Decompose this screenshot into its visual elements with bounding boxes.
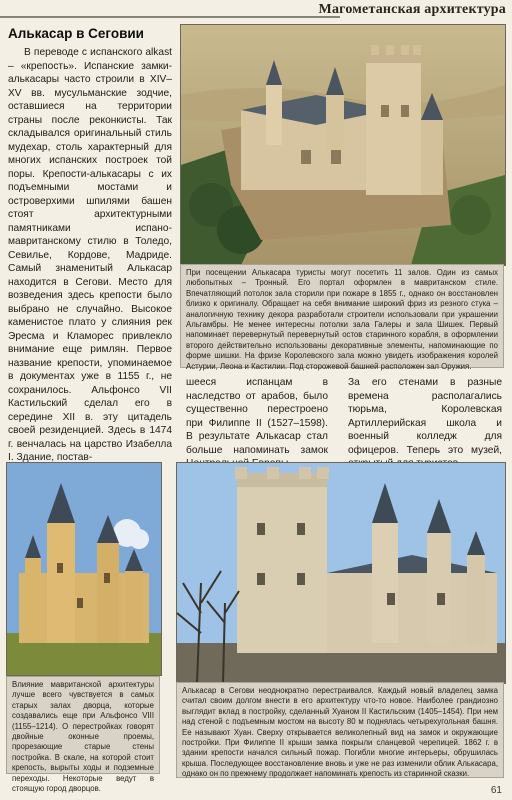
- header-rule: [0, 16, 340, 18]
- section-title: Алькасар в Сеговии: [8, 26, 144, 41]
- caption-sky: Влияние мавританской архитектуры лучше всего чувствуется в самых старых залах дворца, которые создавались еще при Альфонсо VIII (1155–1214). О перестройках говорят двойные оконные проемы, прорезающие старые стены постройка. В скале, на которой стоит крепость, вырыты ходы и подземные переходы. Некоторые ведут в стоящую город дворцов.: [6, 676, 160, 774]
- caption-winter: Алькасар в Сегови неоднократно перестраивался. Каждый новый владелец замка считал своим долгом внести в его архитектуру что-то новое. Наиболее грандиозно выглядит вклад в постройку, сделанный Хуаном II Кастильским (1405–1454). При нем над стеной с подъемным мостом на высоту 80 м поднялась четырехугольная башня. Ее называют Хуан. Сверху открывается великолепный вид на замок и окружающие постройки. При Филиппе II крыши замка покрыли сланцевой черепицей. 1862 г. в здании крепости начался сильный пожар. Погибли многие интерьеры, обрушилась крыша. Последующее восстановление вновь и уже не раз изменили облик Алькасара, однако он по прежнему продолжает напоминать крепость из старинной сказки.: [176, 682, 504, 778]
- running-header: Магометанская архитектура: [318, 2, 506, 17]
- castle-photo-aerial: [181, 25, 505, 265]
- page-number: 61: [490, 785, 502, 796]
- photo-winter: [176, 462, 506, 684]
- photo-aerial: [180, 24, 506, 266]
- body-column-2: шееся испанцам в наследство от арабов, было существенно перестроено при Филиппе II (1527–1598). В результате Алькасар стал больше напоминать замок: [186, 377, 328, 456]
- body-column-1: В переводе с испанского alkast – «крепость». Испанские замки-алькасары часто строили в XIV–XV вв. мусульманские зодчие, оставшиеся на территории страны после реконкисты. Так складывался оригинальный стиль мудехар, столь характерный для многих испанских построек той поры. Крепости-алькасары с их подъемными мостами и островерхими шпилями башен стоят архитектурными памятниками испано-мавританскому стилю в Толедо, Севилье, Кордове, Мадриде. Самый знаменитый Алькасар находится в Сегови. Место для возведения здесь крепости было выбрано не случайно. Высокое каменистое плато у слияния рек Эресма и Кламорес привлекло внимание еще римлян. Первое название крепости, упоминаемое в документах уже в 1155 г., не сохранилось. Альфонсо VII Кастильский сделал его в середине XII в. эту цитадель своей резиденцией. Здесь в 1474 г. венчалась на царство Изабелла I. Здание, постав-: [8, 47, 172, 463]
- castle-photo-sky: [7, 463, 161, 675]
- photo-sky: [6, 462, 162, 676]
- castle-photo-winter: [177, 463, 505, 683]
- caption-aerial: При посещении Алькасара туристы могут посетить 11 залов. Один из самых любопытных – Тронный. Его портал оформлен в мавританском стиле. Впечатляющий потолок зала сторили при пожаре в 1855 г., однако он восстановлен близко к оригиналу. Обращает на себя внимание широкий фриз из резного стука – аналогичную технику декора разработали строители использовали при украшении Альгамбры. Не менее интересны потолки зала Галеры и зала Шишек. Первый напоминает перевернутый перевернутый остов старинного корабля, в оформлении второго действительно использованы декоративные элементы, напоминающие по форме шишки. На фризе Королевского зала можно увидеть изображения королей Астурии, Леона и Кастилии. Под сторожевой башней расположен зал Оружия.: [180, 264, 504, 368]
- body-column-3: За его стенами в разные времена располагались тюрьма, Королевская Артиллерийская школа и военный колледж для офицеров. Теперь это музей,: [348, 377, 502, 456]
